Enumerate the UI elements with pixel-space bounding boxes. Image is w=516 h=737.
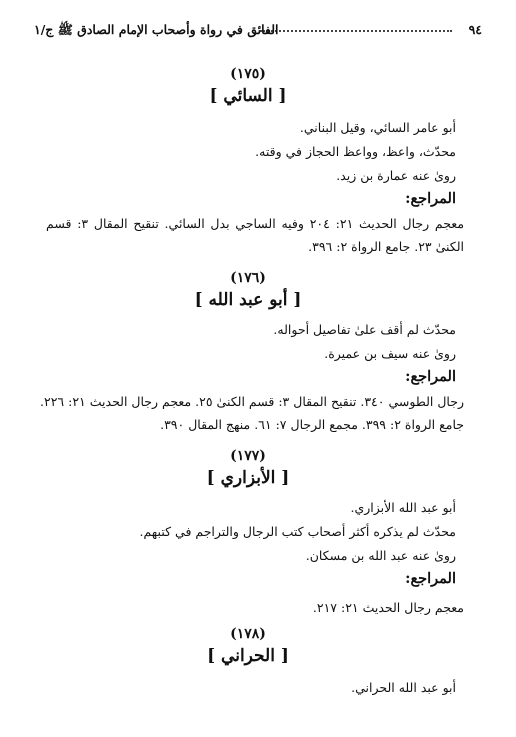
entry-178 xyxy=(40,624,456,668)
entry-name: [ الحراني ] xyxy=(207,646,289,666)
entry-text-line: محدّث، واعظ، وواعظ الحجاز في وقته. xyxy=(255,144,456,159)
references-heading: المراجع: xyxy=(405,190,456,207)
entry-178-body xyxy=(40,676,456,700)
entry-text-line: محدّث لم يذكره أكثر أصحاب كتب الرجال والتراجم في كتبهم. xyxy=(139,524,456,539)
entry-name: [ الأبزاري ] xyxy=(206,468,290,488)
entry-name: [ السائي ] xyxy=(209,86,287,106)
entry-text-line: محدّث لم أقف علىٰ تفاصيل أحواله. xyxy=(273,322,456,337)
entry-text-line: أبو عامر السائي، وقيل البناني. xyxy=(299,120,456,135)
header-dotted-leader xyxy=(260,30,452,32)
page-number: ٩٤ xyxy=(468,22,482,37)
entry-177-body xyxy=(40,496,456,590)
entry-177 xyxy=(40,446,456,490)
entry-text-line: روىٰ عنه سيف بن عميرة. xyxy=(324,346,456,361)
references-text: رجال الطوسي ٣٤٠. تنقيح المقال ٣: قسم الكنىٰ ٢٥. معجم رجال الحديث ٢١: ٢٢٦. جامع الرواة ٢: ٣٩٩. مجمع الرجال ٧: ٦١. منهج المقال ٣٩٠. xyxy=(40,394,464,432)
entry-text-line: روىٰ عنه عمارة بن زيد. xyxy=(336,168,456,183)
entry-175 xyxy=(40,64,456,108)
entry-number: (١٧٦) xyxy=(230,270,266,286)
references-text: معجم رجال الحديث ٢١: ٢٠٤ وفيه الساجي بدل السائي. تنقيح المقال ٣: قسم الكنىٰ ٢٣. جامع الرواة ٢: ٣٩٦. xyxy=(46,216,465,254)
running-header xyxy=(34,22,482,44)
entry-176-body xyxy=(40,318,456,388)
entry-text-line: أبو عبد الله الحراني. xyxy=(351,680,456,695)
entry-text-line: روىٰ عنه عبد الله بن مسكان. xyxy=(305,548,456,563)
entry-number: (١٧٨) xyxy=(230,626,266,642)
entry-number: (١٧٧) xyxy=(230,448,266,464)
entry-name: [ أبو عبد الله ] xyxy=(194,290,302,310)
references-heading: المراجع: xyxy=(405,570,456,587)
entry-text-line: أبو عبد الله الأبزاري. xyxy=(350,500,456,515)
references-text: معجم رجال الحديث ٢١: ٢١٧. xyxy=(312,600,464,615)
entry-176 xyxy=(40,268,456,312)
entry-number: (١٧٥) xyxy=(230,66,266,82)
references-heading: المراجع: xyxy=(405,368,456,385)
entry-175-body xyxy=(40,116,456,210)
running-title: الفائق في رواة وأصحاب الإمام الصادق ﷺ ج/١ xyxy=(34,22,279,37)
